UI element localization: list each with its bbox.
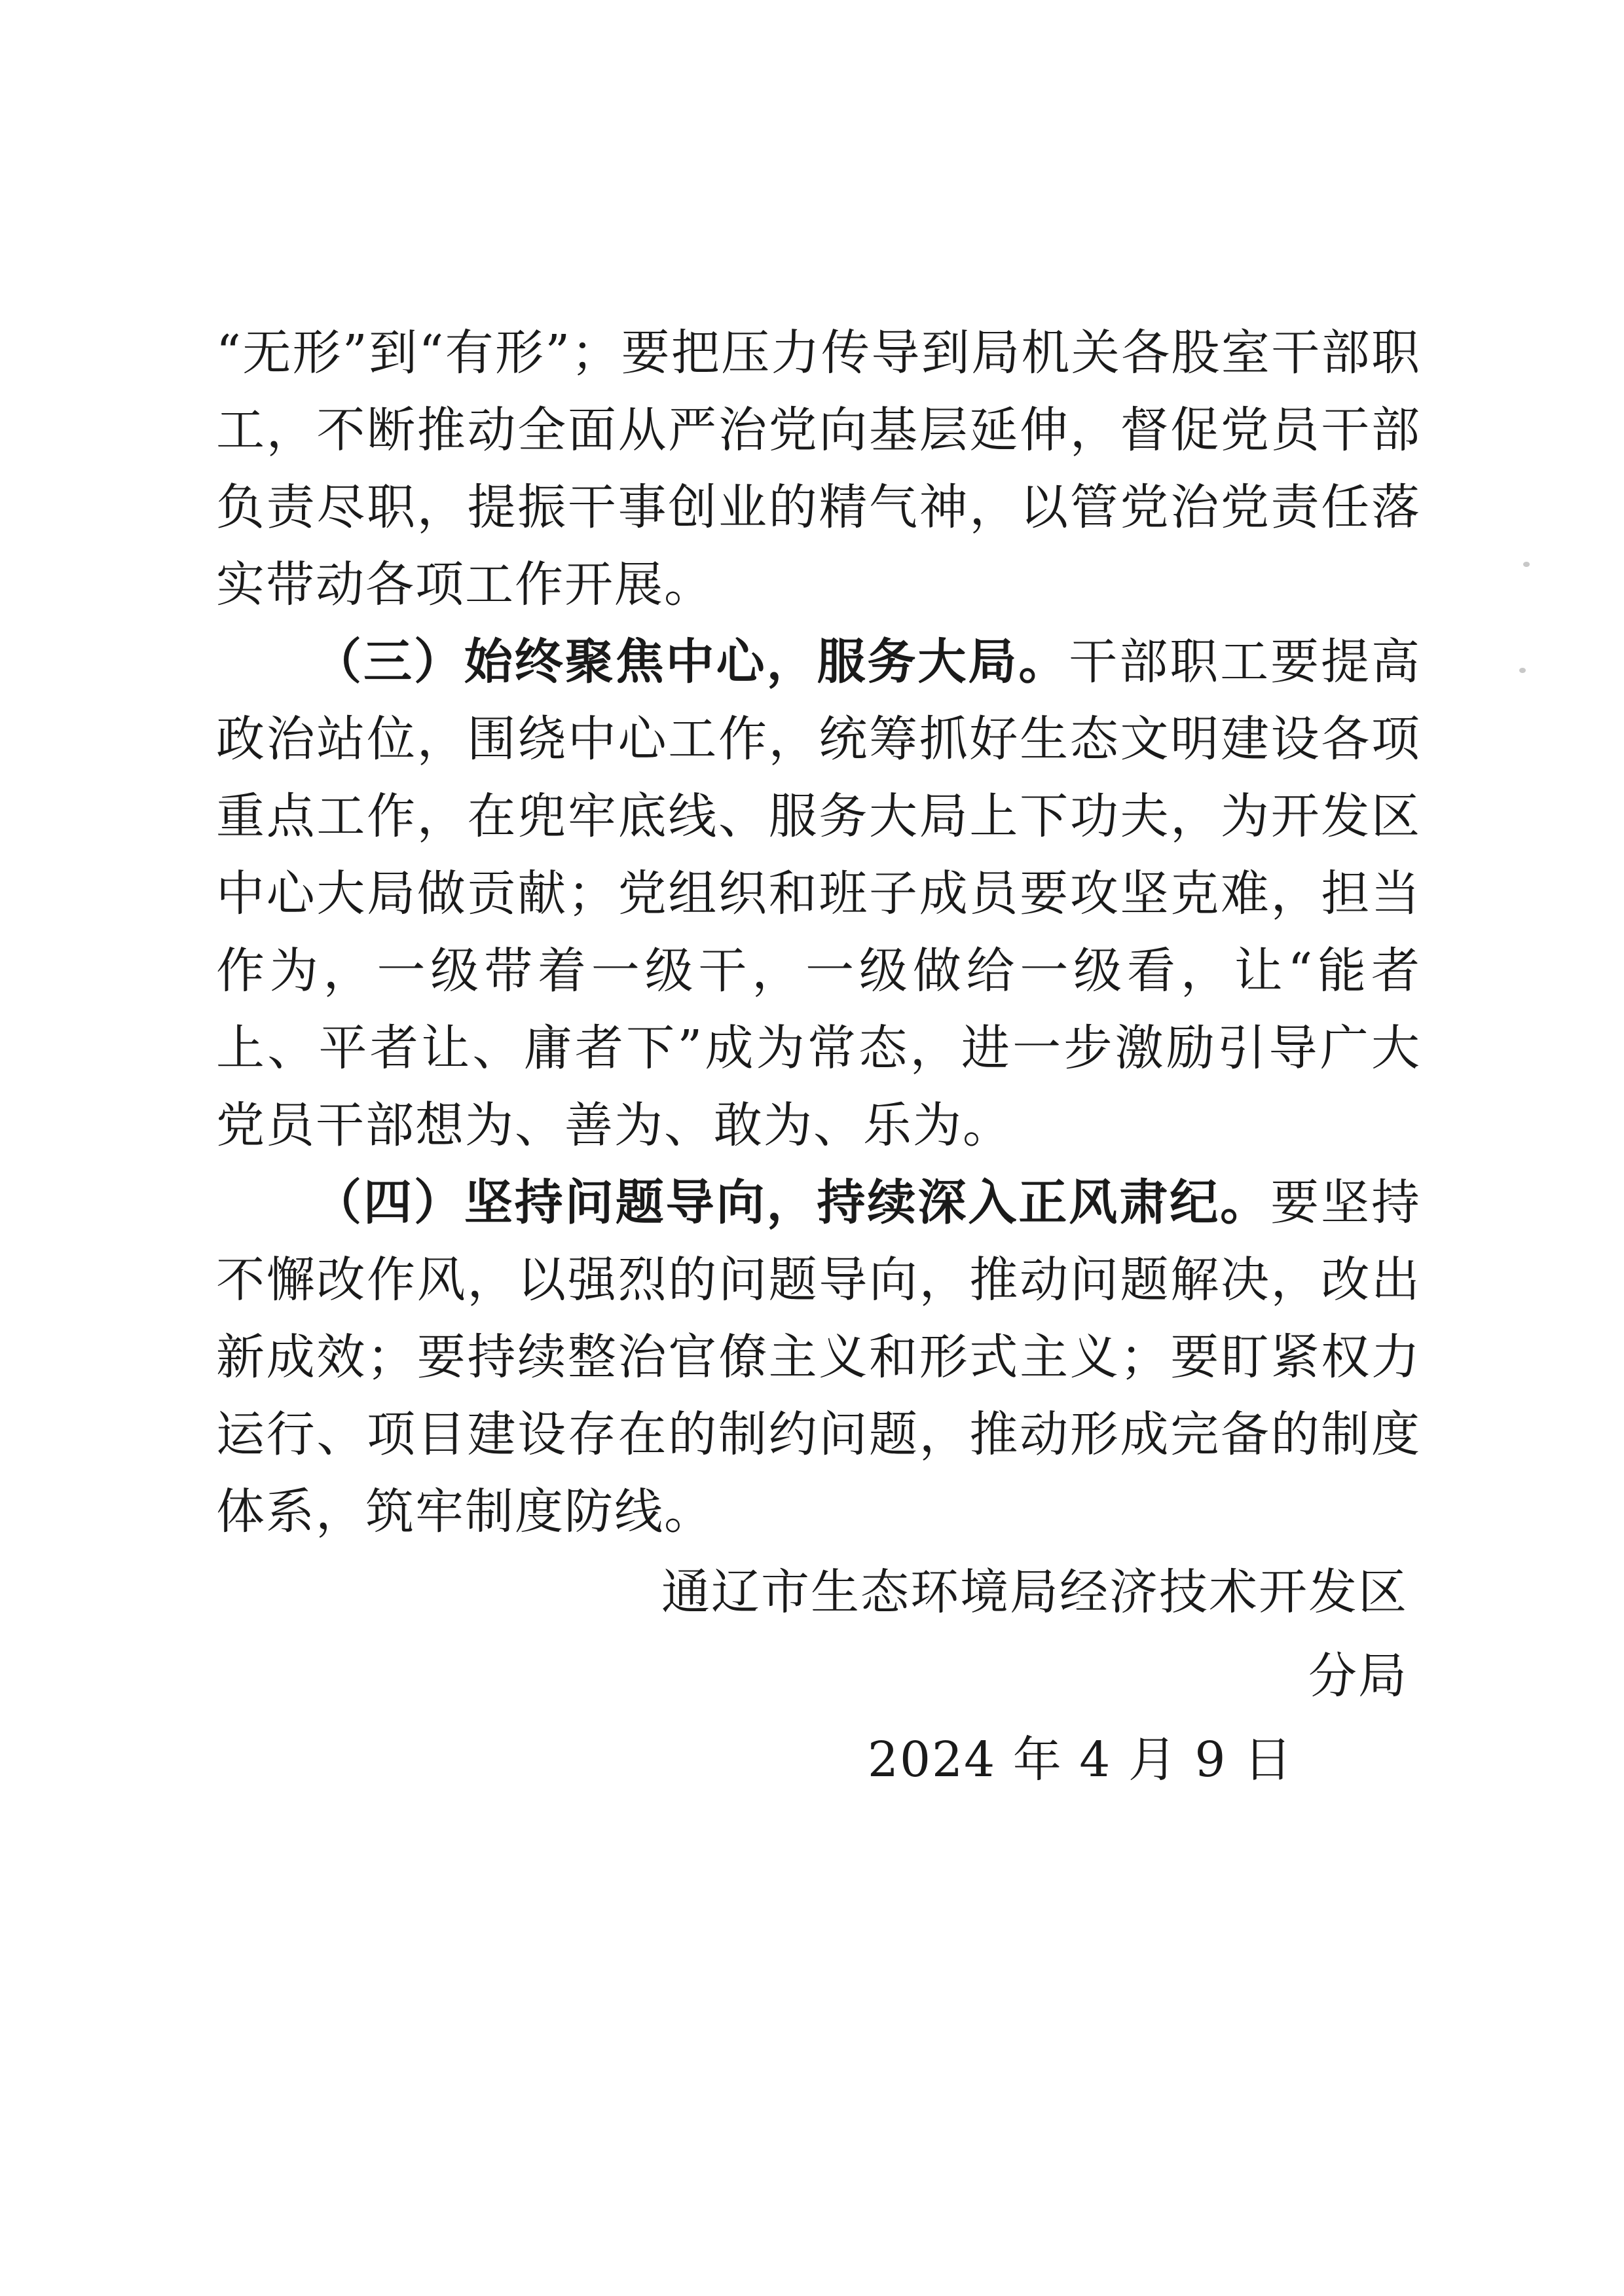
paragraph-continuation <box>216 314 1421 623</box>
signing-organization: 通辽市生态环境局经济技术开发区分局 <box>661 1564 1408 1704</box>
paragraph-section-four <box>216 1164 1421 1550</box>
paragraph-text: “无形”到“有形”；要把压力传导到局机关各股室干部职工，不断推动全面从严治党向基层延伸，督促党员干部负责尽职，提振干事创业的精气神，以管党治党责任落实带动各项工作开展。 <box>216 325 1421 613</box>
section-heading: （四）坚持问题导向，持续深入正风肃纪。 <box>313 1175 1271 1231</box>
paragraph-section-three <box>216 623 1421 1164</box>
signature-block <box>622 1550 1408 1802</box>
paragraph-text: 干部职工要提高政治站位，围绕中心工作，统筹抓好生态文明建设各项重点工作，在兜牢底线、服务大局上下功夫，为开发区中心大局做贡献；党组织和班子成员要攻坚克难，担当作为，一级带着一级干，一级做给一级看，让“能者上、平者让、庸者下”成为常态，进一步激励引导广大党员干部想为、善为、敢为、乐为。 <box>216 634 1422 1154</box>
scan-speck <box>1523 562 1530 567</box>
signing-date: 2024 年 4 月 9 日 <box>867 1732 1293 1788</box>
document-body <box>216 314 1421 1550</box>
scan-speck <box>1519 668 1526 673</box>
section-heading: （三）始终聚焦中心，服务大局。 <box>313 634 1069 690</box>
paragraph-text: 要坚持不懈改作风，以强烈的问题导向，推动问题解决，改出新成效；要持续整治官僚主义和形式主义；要盯紧权力运行、项目建设存在的制约问题，推动形成完备的制度体系，筑牢制度防线。 <box>216 1175 1421 1540</box>
